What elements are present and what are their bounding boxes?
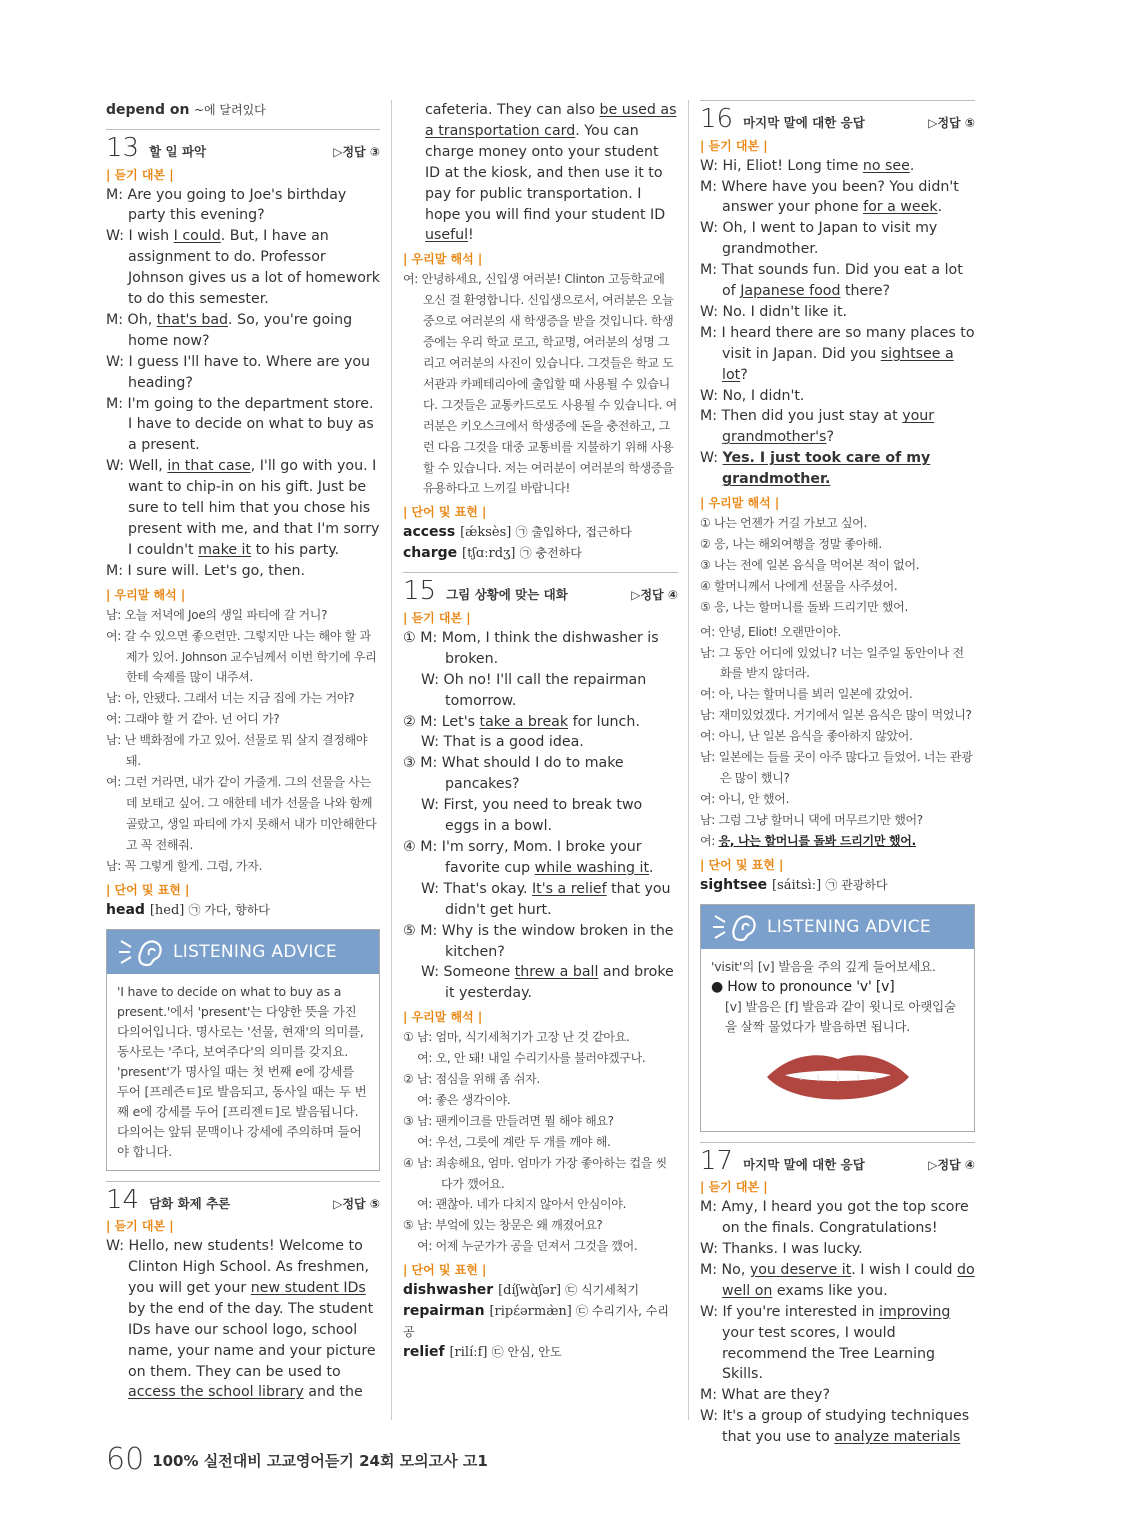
script-line: W: I wish I could. But, I have an assignment to do. Professor Johnson gives us a lot of homework to do this semester. <box>106 228 380 308</box>
translation-text: 아, 나는 할머니를 뵈러 일본에 갔었어. <box>718 687 913 702</box>
q15-script <box>403 628 678 1004</box>
question-number: 13 <box>106 132 140 163</box>
translation-text: 남: 팬케이크를 만들려면 뭘 해야 해요? <box>416 1113 614 1128</box>
script-line: W: Thanks. I was lucky. <box>700 1241 863 1257</box>
script-label: | 듣기 대본 | <box>106 167 174 182</box>
script-line: M: That sounds fun. Did you eat a lot of Japanese food there? <box>700 262 963 300</box>
answer-label: ▷정답 ⑤ <box>928 116 975 130</box>
underlined-phrase: new student IDs <box>250 1279 366 1296</box>
column-3 <box>700 100 975 1448</box>
question-title: 할 일 파악 <box>149 143 207 159</box>
translation-line <box>403 1153 678 1195</box>
pronunciation: [díʃwɑ̀ʃər] <box>498 1283 566 1299</box>
script-line: W: I guess I'll have to. Where are you heading? <box>106 353 371 391</box>
part-of-speech: ㉢ <box>575 1304 592 1319</box>
speaker: M: <box>700 324 722 341</box>
script-label: | 듣기 대본 | <box>403 610 471 625</box>
vocab-meaning: 관광하다 <box>841 877 888 892</box>
script-line: W: Oh, I went to Japan to visit my grandmother. <box>700 220 938 258</box>
answer-phrase: Yes. I just took care of my grandmother. <box>722 450 931 488</box>
q16-choices <box>700 513 975 618</box>
underlined-phrase: I could <box>173 228 221 245</box>
q17-script <box>700 1197 975 1448</box>
question-14-header <box>106 1181 380 1215</box>
page-footer <box>106 1442 488 1477</box>
listening-advice-box <box>106 929 380 1171</box>
underlined-phrase: sightsee a lot <box>722 345 954 383</box>
vocab-word: charge <box>403 545 463 562</box>
choice-number <box>403 1051 417 1065</box>
pronunciation: [ripέərmæ̀n] <box>489 1304 576 1320</box>
choice-number: ① <box>403 1030 417 1045</box>
translation-line <box>700 789 975 810</box>
script-line: ① M: Mom, I think the dishwasher is broken. <box>403 629 659 667</box>
translation-text: 꼭 그렇게 할게. 그럼, 가자. <box>124 858 263 873</box>
speaker: W: <box>700 157 723 174</box>
script-line: W: It's a group of studying techniques that you use to analyze materials <box>700 1408 970 1446</box>
underlined-phrase: Japanese food <box>740 283 841 300</box>
translation-line <box>700 831 975 852</box>
choice-number <box>403 881 421 897</box>
q14-translation <box>403 269 678 499</box>
vocab-meaning: 충전하다 <box>535 546 582 561</box>
choice-number: ④ <box>403 838 421 855</box>
translation-line <box>700 622 975 643</box>
choice-number: ④ <box>403 1155 417 1170</box>
vocab-meaning: 가다, 향하다 <box>204 902 270 917</box>
question-title: 담화 화제 추론 <box>149 1195 231 1211</box>
speaker: M: <box>420 755 442 772</box>
vocab-label: | 단어 및 표현 | <box>106 882 190 897</box>
speaker: W: <box>700 1241 723 1257</box>
script-line: ③ M: What should I do to make pancakes? <box>403 755 624 793</box>
part-of-speech: ㉠ <box>825 877 842 892</box>
advice-intro: 'visit'의 [v] 발음을 주의 깊게 들어보세요. <box>711 958 936 974</box>
speaker: W: <box>421 671 444 688</box>
vocab-word: head <box>106 901 150 918</box>
script-line: ④ M: I'm sorry, Mom. I broke your favorite cup while washing it. <box>403 838 654 876</box>
speaker: 여: <box>106 712 125 727</box>
column-divider <box>688 100 689 1420</box>
script-label: | 듣기 대본 | <box>700 138 768 153</box>
translation-text: 안녕, Eliot! 오랜만이야. <box>718 624 841 639</box>
underlined-phrase: analyze materials <box>834 1429 961 1446</box>
speaker: 남: <box>700 708 719 723</box>
speaker: M: <box>700 178 722 195</box>
vocab-entry <box>403 1280 678 1301</box>
vocab-label: | 단어 및 표현 | <box>403 1263 487 1278</box>
script-line: M: Are you going to Joe's birthday party this evening? <box>106 186 347 224</box>
part-of-speech: ㉢ <box>491 1345 508 1360</box>
underlined-phrase: your grandmother's <box>722 408 935 446</box>
translation-text: 여: 우선, 그릇에 계란 두 개를 깨야 해. <box>417 1134 611 1149</box>
advice-text: 'I have to decide on what to buy as a present.'에서 'present'는 다양한 뜻을 가진 다의어입니다. 명사로는 '선물, 현재'의 의미를, 동사로는 '주다, 보여주다'의 의미를 갖지요. 'present'가 명사일 때는 첫 번째 e에 강세를 두어 [프레즌ㅌ]로 발음되고, 동사일 때는 두 번째 e에 강세를 두어 [프리젠ㅌ]로 발음됩니다. 다의어는 앞뒤 문맥이나 강세에 주의하며 들어야 합니다. <box>117 983 367 1159</box>
speaker: M: <box>700 1261 722 1278</box>
speaker: 남: <box>700 645 719 660</box>
vocab-entry <box>403 1301 678 1342</box>
underlined-phrase: for a week <box>863 199 938 216</box>
book-title: 100% 실전대비 고교영어듣기 24회 모의고사 고1 <box>152 1452 488 1470</box>
speaker: M: <box>700 1199 722 1216</box>
pronunciation: [rilíːf] <box>449 1345 492 1361</box>
pronunciation: [ǽksès] <box>460 525 516 541</box>
vocab-meaning: 출입하다, 접근하다 <box>531 525 632 540</box>
choice-number <box>403 734 421 750</box>
underlined-phrase: do well on <box>722 1261 975 1299</box>
translation-line <box>403 1111 678 1132</box>
translation-line <box>106 772 380 856</box>
speaker: 남: <box>106 607 125 622</box>
script-line: M: Amy, I heard you got the top score on the finals. Congratulations! <box>700 1199 969 1237</box>
choice-number: ① <box>403 629 421 646</box>
speaker: W: <box>106 458 129 475</box>
translation-text: 남: 부엌에 있는 창문은 왜 깨졌어요? <box>416 1218 603 1233</box>
advice-header <box>701 905 974 949</box>
vocab-entry <box>403 543 678 564</box>
translation-text: 그 동안 어디에 있었니? 너는 일주일 동안이나 전화를 받지 않더라. <box>718 645 964 681</box>
speaker: 여: <box>700 729 719 744</box>
pronunciation: [tʃɑːrdʒ] <box>462 546 520 562</box>
translation-text: 그런 거라면, 내가 같이 가줄게. 그의 선물을 사는 데 보태고 싶어. 그 애한테 네가 선물을 나와 함께 골랐고, 생일 파티에 가지 못해서 내가 미안해한다고 꼭 전해줘. <box>124 774 377 852</box>
translation-text: 아니, 안 했어. <box>718 791 790 806</box>
vocab-word: access <box>403 524 461 541</box>
script-line: W: Hi, Eliot! Long time no see. <box>700 157 915 174</box>
translation-label: | 우리말 해석 | <box>700 496 780 511</box>
speaker: M: <box>700 408 722 425</box>
speaker: M: <box>700 1387 722 1404</box>
advice-body <box>701 949 974 1131</box>
part-of-speech: ㉠ <box>515 525 532 540</box>
speaker: M: <box>420 838 442 855</box>
column-1 <box>106 100 380 1403</box>
translation-line <box>403 1236 678 1257</box>
translation-line <box>106 730 380 772</box>
column-2 <box>403 100 678 1363</box>
vocab-word: dishwasher <box>403 1282 499 1299</box>
underlined-phrase: access the school library <box>128 1384 304 1401</box>
translation-text: 일본에는 들를 곳이 아주 많다고 들었어. 너는 관광은 많이 했니? <box>718 750 973 785</box>
translation-line <box>403 1194 678 1215</box>
underlined-phrase: while washing it <box>534 859 650 876</box>
translation-line <box>700 643 975 685</box>
vocab-entry <box>403 1342 678 1363</box>
choice-number: ⑤ <box>403 1218 417 1233</box>
script-line: M: Then did you just stay at your grandmother's? <box>700 408 935 446</box>
speaker: 남: <box>106 691 125 706</box>
answer-choice: ② 응, 나는 해외여행을 정말 좋아해. <box>700 537 882 551</box>
ear-listening-icon <box>117 935 167 969</box>
q16-vocab <box>700 875 975 896</box>
speaker: 여: <box>403 272 422 287</box>
script-line: cafeteria. They can also be used as a transportation card. You can charge money onto your student ID at the kiosk, and then use it to pay for public transportation. I hope you will find your student ID useful! <box>425 102 677 244</box>
q13-script <box>106 185 380 582</box>
lips-image <box>763 1047 913 1109</box>
answer-label: ▷정답 ⑤ <box>333 1196 380 1211</box>
speaker: 여: <box>700 791 719 806</box>
speaker: W: <box>106 353 129 370</box>
translation-line <box>403 1090 678 1111</box>
translation-line <box>700 684 975 705</box>
script-line: M: I heard there are so many places to visit in Japan. Did you sightsee a lot? <box>700 324 975 383</box>
translation-text: 남: 엄마, 식기세척기가 고장 난 것 같아요. <box>416 1030 630 1045</box>
speaker: W: <box>700 220 723 237</box>
answer-choice: ③ 나는 전에 일본 음식을 먹어본 적이 없어. <box>700 557 920 572</box>
part-of-speech: ㉢ <box>565 1283 582 1298</box>
translation-label: | 우리말 해석 | <box>106 587 186 602</box>
speaker: M: <box>420 922 442 939</box>
speaker: W: <box>700 303 723 320</box>
vocab-word: sightsee <box>700 876 773 893</box>
underlined-phrase: threw a ball <box>514 964 599 981</box>
q14-vocab <box>403 522 678 564</box>
speaker: 남: <box>700 750 719 765</box>
advice-title: LISTENING ADVICE <box>173 941 337 962</box>
question-17-header <box>700 1142 975 1176</box>
translation-label: | 우리말 해석 | <box>403 252 483 267</box>
translation-line <box>106 688 380 709</box>
script-line: M: Oh, that's bad. So, you're going home now? <box>106 311 353 349</box>
q15-translation <box>403 1027 678 1257</box>
speaker: 여: <box>106 774 125 789</box>
speaker: 여: <box>700 833 719 848</box>
translation-line <box>106 709 380 730</box>
speaker: W: <box>421 880 444 897</box>
part-of-speech: ㉠ <box>188 902 205 917</box>
translation-line <box>403 1027 678 1048</box>
q13-vocab <box>106 900 380 921</box>
choice-number: ② <box>403 1072 417 1087</box>
script-label: | 듣기 대본 | <box>106 1219 174 1234</box>
script-line: W: Someone threw a ball and broke it yesterday. <box>403 962 678 1004</box>
question-13-header <box>106 129 380 163</box>
choice-number: ③ <box>403 755 421 772</box>
speaker: W: <box>421 734 444 751</box>
translation-line <box>700 810 975 831</box>
translation-text: 아니, 난 일본 음식을 좋아하지 않았어. <box>718 729 913 744</box>
translation-line <box>403 1132 678 1153</box>
q15-vocab <box>403 1280 678 1363</box>
script-label: | 듣기 대본 | <box>700 1180 768 1195</box>
vocab-depend-on: depend on ~에 달려있다 <box>106 102 266 118</box>
choice-number: ⑤ <box>403 922 421 939</box>
question-title: 마지막 말에 대한 응답 <box>743 115 865 130</box>
underlined-phrase: in that case <box>167 458 251 475</box>
speaker: 남: <box>700 812 719 827</box>
speaker: W: <box>700 387 723 404</box>
script-line: W: Well, in that case, I'll go with you. I want to chip-in on his gift. Just be sure to tell him that you chose his present with me, and that I'm sorry I couldn't make it to his party. <box>106 458 380 558</box>
translation-line <box>700 726 975 747</box>
translation-line <box>700 747 975 789</box>
underlined-phrase: you deserve it <box>749 1261 852 1278</box>
translation-text: 남: 점심을 위해 좀 쉬자. <box>416 1072 540 1087</box>
choice-number <box>403 1197 417 1211</box>
script-line: M: Where have you been? You didn't answer your phone for a week. <box>700 178 959 216</box>
advice-bullet: ● How to pronounce 'v' [v] <box>711 978 895 995</box>
question-title: 마지막 말에 대한 응답 <box>743 1156 865 1172</box>
question-number: 15 <box>403 576 437 607</box>
underlined-phrase: It's a relief <box>532 880 607 897</box>
answer-label: ▷정답 ④ <box>928 1157 975 1172</box>
speaker: W: <box>700 1303 723 1320</box>
pronunciation: [hed] <box>149 902 189 918</box>
script-line <box>700 448 975 490</box>
translation-line <box>403 269 678 499</box>
script-line: M: No, you deserve it. I wish I could do well on exams like you. <box>700 1261 975 1299</box>
choice-number <box>403 1239 417 1253</box>
speaker: M: <box>420 629 442 646</box>
vocab-word: repairman <box>403 1303 490 1320</box>
speaker: W: <box>106 1238 129 1255</box>
choice-number <box>403 672 421 688</box>
speaker: M: <box>106 395 128 412</box>
advice-detail: [v] 발음은 [f] 발음과 같이 윗니로 아랫입술을 살짝 물었다가 발음하면 됩니다. <box>725 998 956 1034</box>
question-number: 17 <box>700 1145 734 1176</box>
translation-line <box>403 1069 678 1090</box>
translation-line <box>106 856 380 877</box>
q16-translation <box>700 622 975 852</box>
script-line: W: First, you need to break two eggs in a bowl. <box>403 795 678 837</box>
speaker: W: <box>700 1408 723 1425</box>
translation-line <box>106 626 380 689</box>
translation-text: 여: 오, 안 돼! 내일 수리기사를 불러야겠구나. <box>417 1051 646 1066</box>
answer-label: ▷정답 ③ <box>333 144 380 159</box>
script-line: M: I sure will. Let's go, then. <box>106 562 306 579</box>
speaker: M: <box>106 186 128 203</box>
underlined-phrase: be used as a transportation card <box>425 102 677 139</box>
advice-title: LISTENING ADVICE <box>767 916 931 937</box>
translation-text: 남: 죄송해요, 엄마. 엄마가 가장 좋아하는 컵을 씻다가 깼어요. <box>416 1155 667 1191</box>
speaker: M: <box>700 262 722 279</box>
script-line: W: Oh no! I'll call the repairman tomorrow. <box>403 670 678 712</box>
speaker: W: <box>700 450 723 467</box>
underlined-phrase: that's bad <box>156 311 229 328</box>
part-of-speech: ㉠ <box>519 546 536 561</box>
speaker: 여: <box>106 628 125 643</box>
translation-text: 안녕하세요, 신입생 여러분! Clinton 고등학교에 오신 걸 환영합니다. 신입생으로서, 여러분은 오늘 중으로 여러분의 새 학생증을 받을 것입니다. 학생증에는 우리 학교 로고, 학교명, 여러분의 성명 그리고 여러분의 사진이 있습니다. 그것들은 학교 도서관과 카페테리아에 출입할 때 사용될 수 있습니다. 그것들은 교통카드로도 사용될 수 있습니다. 여러분은 키오스크에서 학생증에 돈을 충전하고, 그런 다음 그것을 대중 교통비를 지불하기 위해 사용할 수 있습니다. 저는 여러분이 여러분의 학생증을 유용하다고 느끼길 바랍니다! <box>421 272 677 496</box>
translation-line <box>403 1215 678 1236</box>
vocab-label: | 단어 및 표현 | <box>700 857 784 872</box>
speaker: W: <box>421 797 444 814</box>
underlined-phrase: useful <box>425 227 469 244</box>
answer-label: ▷정답 ④ <box>631 588 678 603</box>
choice-number <box>403 1135 417 1149</box>
question-15-header <box>403 572 678 606</box>
choice-number: ② <box>403 713 421 730</box>
script-line: W: If you're interested in improving your test scores, I would recommend the Tree Learning Skills. <box>700 1303 951 1383</box>
pronunciation: [sáitsìː] <box>772 877 826 893</box>
script-line: W: That's okay. It's a relief that you didn't get hurt. <box>403 879 678 921</box>
translation-text: 갈 수 있으면 좋으련만. 그렇지만 나는 해야 할 과제가 있어. Johnson 교수님께서 이번 학기에 우리한테 숙제를 많이 내주셔. <box>124 628 377 685</box>
translation-text: 그래야 할 거 같아. 넌 어디 가? <box>124 712 280 727</box>
translation-text: 오늘 저녁에 Joe의 생일 파티에 갈 거니? <box>124 607 328 622</box>
listening-advice-box-2 <box>700 904 975 1132</box>
translation-text: 여: 좋은 생각이야. <box>417 1092 511 1107</box>
answer-choice: ④ 할머니께서 나에게 선물을 사주셨어. <box>700 578 898 593</box>
vocab-entry <box>106 900 380 921</box>
translation-line <box>106 605 380 626</box>
script-line: M: I'm going to the department store. I have to decide on what to buy as a present. <box>106 395 374 454</box>
question-title: 그림 상황에 맞는 대화 <box>446 587 568 603</box>
question-number: 14 <box>106 1184 140 1215</box>
speaker: M: <box>106 562 128 579</box>
underlined-phrase: take a break <box>479 713 569 730</box>
script-line: ② M: Let's take a break for lunch. <box>403 713 640 730</box>
vocab-entry <box>700 875 975 896</box>
speaker: 남: <box>106 733 125 748</box>
translation-text: 여: 괜찮아. 네가 다치지 않아서 안심이야. <box>417 1197 627 1212</box>
translation-text: 아, 안됐다. 그래서 너는 지금 집에 가는 거야? <box>124 691 355 706</box>
underlined-phrase: no see <box>862 157 910 174</box>
script-line: W: No, I didn't. <box>700 387 805 404</box>
q16-script <box>700 156 975 491</box>
translation-line <box>403 1048 678 1069</box>
column-divider <box>391 100 392 1420</box>
advice-header <box>107 930 379 974</box>
choice-number <box>403 1093 417 1107</box>
speaker: M: <box>106 311 128 328</box>
q13-translation <box>106 605 380 877</box>
choice-number <box>403 964 421 980</box>
question-16-header <box>700 100 975 134</box>
vocab-entry <box>403 522 678 543</box>
speaker: 여: <box>700 624 719 639</box>
translation-text: 재미있었겠다. 거기에서 일본 음식은 많이 먹었니? <box>718 708 972 723</box>
script-line: W: Hello, new students! Welcome to Clinton High School. As freshmen, you will get your new student IDs by the end of the day. The student IDs have our school logo, school name, your name and your picture on them. They can be used to access the school library and the <box>106 1238 376 1401</box>
translation-text: 그럼 그냥 할머니 댁에 머무르기만 했어? <box>718 812 923 827</box>
q14-script <box>106 1236 380 1403</box>
speaker: W: <box>421 964 444 981</box>
page-number: 60 <box>106 1442 145 1477</box>
vocab-label: | 단어 및 표현 | <box>403 505 487 520</box>
script-line: M: What are they? <box>700 1387 830 1404</box>
translation-line <box>700 705 975 726</box>
lips-illustration <box>711 1037 964 1123</box>
vocab-word: relief <box>403 1344 450 1361</box>
speaker: 남: <box>106 858 125 873</box>
answer-choice: ⑤ 응, 나는 할머니를 돌봐 드리기만 했어. <box>700 599 908 614</box>
vocab-meaning: 식기세척기 <box>581 1283 640 1298</box>
question-number: 16 <box>700 104 734 134</box>
underlined-phrase: make it <box>198 541 252 558</box>
translation-text: 난 백화점에 가고 있어. 선물로 뭐 살지 결정해야 돼. <box>124 733 368 769</box>
choice-number: ③ <box>403 1113 417 1128</box>
q14-script-continued <box>403 100 678 246</box>
vocab-meaning: 수리기사, 수리공 <box>403 1304 669 1340</box>
speaker: 여: <box>700 687 719 702</box>
vocab-meaning: 안심, 안도 <box>507 1345 562 1360</box>
script-line: W: That is a good idea. <box>403 732 678 753</box>
translation-text: 응, 나는 할머니를 돌봐 드리기만 했어. <box>718 833 916 848</box>
speaker: M: <box>420 713 442 730</box>
script-line: W: No. I didn't like it. <box>700 303 848 320</box>
ear-listening-icon <box>711 910 761 944</box>
translation-text: 여: 어제 누군가가 공을 던져서 그것을 깼어. <box>417 1239 638 1254</box>
script-line: ⑤ M: Why is the window broken in the kitchen? <box>403 922 674 960</box>
choice-number <box>403 797 421 813</box>
answer-choice: ① 나는 언젠가 거길 가보고 싶어. <box>700 516 868 531</box>
speaker: W: <box>106 228 129 245</box>
underlined-phrase: improving <box>879 1303 951 1320</box>
translation-label: | 우리말 해석 | <box>403 1010 483 1025</box>
